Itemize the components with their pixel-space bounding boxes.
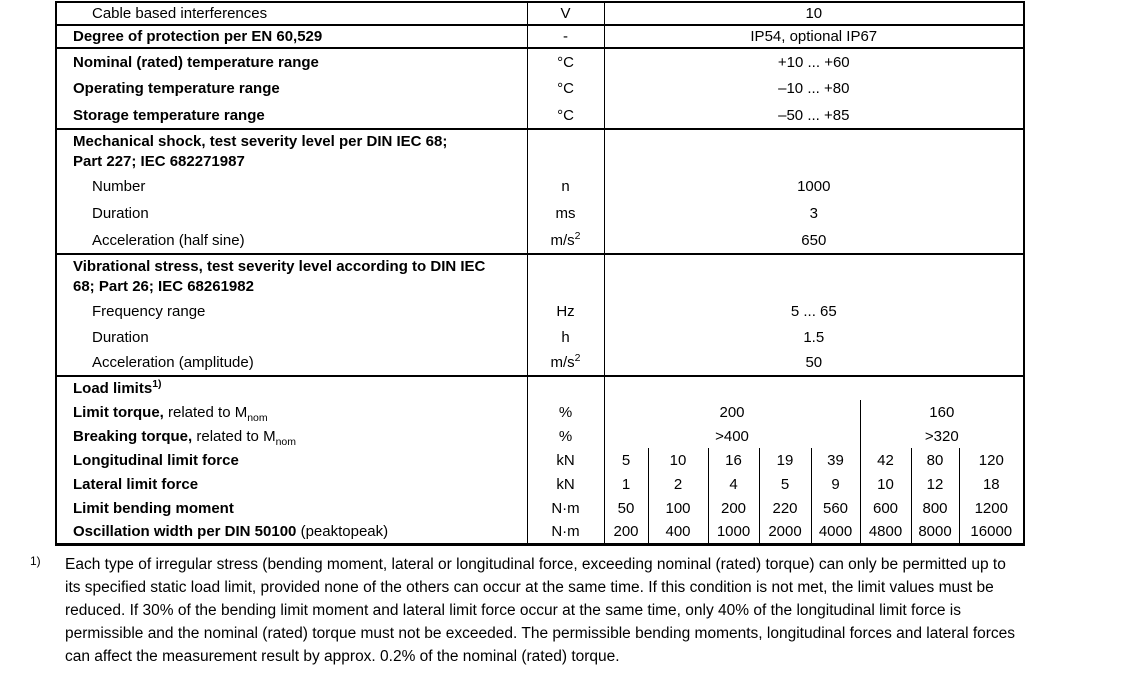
header-line-1: Vibrational stress, test severity level according to DIN IEC (73, 257, 486, 275)
value-cell: 4 (708, 472, 759, 496)
table-row-limit-torque (56, 400, 1024, 424)
value-cell: 800 (911, 496, 959, 520)
value-group-right: 160 (860, 400, 1024, 424)
row-value (604, 254, 1024, 298)
row-value: 5 ... 65 (790, 302, 837, 320)
row-label: Acceleration (amplitude) (92, 354, 254, 371)
value-cell: 560 (811, 496, 860, 520)
row-value (604, 376, 1024, 400)
value-cell: 1200 (959, 496, 1024, 520)
row-unit: kN (527, 448, 604, 472)
value-cell: 100 (648, 496, 708, 520)
footnote-reference: 1) (152, 378, 162, 390)
row-unit: °C (527, 102, 604, 129)
table-row-shock-acceleration (56, 227, 1024, 254)
footnote (30, 553, 1075, 668)
footnote-line: can affect the measurement result by approx. 0.2% of the nominal (rated) torque. (65, 648, 620, 665)
row-unit: h (527, 324, 604, 350)
footnote-marker: 1) (30, 554, 41, 568)
row-label: Number (92, 178, 146, 195)
footnote-text (65, 553, 1075, 668)
footnote-line: permissible and the nominal (rated) torque must not be exceeded. The permissible bending moments, longitudinal forces and lateral forces (65, 625, 1016, 642)
row-unit: N·m (527, 496, 604, 520)
value-cell: 1 (604, 472, 648, 496)
footnote-line: reduced. If 30% of the bending limit moment and lateral limit force occur at the same time, only 40% of the longitudinal limit force is (65, 602, 961, 619)
footnote-line: its specified static load limit, provided none of the others can occur at the same time. If this condition is not met, the limit values must be (65, 579, 994, 596)
value-cell: 80 (911, 448, 959, 472)
row-value: 10 (805, 5, 823, 22)
row-value: 650 (801, 231, 827, 249)
row-label: Degree of protection per EN 60,529 (56, 25, 527, 48)
row-label: Duration (92, 205, 149, 222)
row-unit (527, 129, 604, 173)
table-row-load-limits-header (56, 376, 1024, 400)
value-group-right: >320 (860, 424, 1024, 448)
table-row-cable-interferences (56, 2, 1024, 25)
table-row-mechanical-shock-header (56, 129, 1024, 173)
table-row-breaking-torque (56, 424, 1024, 448)
row-value: 1.5 (803, 328, 825, 346)
row-label: Cable based interferences (92, 5, 268, 22)
row-value: 3 (809, 205, 818, 222)
value-cell: 5 (759, 472, 811, 496)
row-label: Limit bending moment (73, 499, 234, 517)
row-label (56, 129, 527, 173)
row-value: +10 ... +60 (604, 48, 1024, 75)
table-row-nominal-temperature (56, 48, 1024, 75)
value-cell: 120 (959, 448, 1024, 472)
table-row-degree-of-protection (56, 25, 1024, 48)
value-cell: 18 (959, 472, 1024, 496)
row-label: Operating temperature range (73, 80, 280, 97)
table-row-shock-number (56, 173, 1024, 200)
row-unit: % (527, 400, 604, 424)
value-cell: 600 (860, 496, 911, 520)
table-row-frequency-range (56, 298, 1024, 324)
value-cell: 9 (811, 472, 860, 496)
row-unit: N·m (527, 520, 604, 544)
value-cell: 10 (860, 472, 911, 496)
row-unit: Hz (527, 298, 604, 324)
table-row-storage-temperature (56, 102, 1024, 129)
value-cell: 12 (911, 472, 959, 496)
row-value: –50 ... +85 (778, 106, 850, 124)
row-unit: °C (527, 75, 604, 102)
value-cell: 2 (648, 472, 708, 496)
value-cell: 50 (604, 496, 648, 520)
value-cell: 4000 (811, 520, 860, 544)
row-unit (527, 376, 604, 400)
row-label: Lateral limit force (73, 475, 199, 493)
value-cell: 220 (759, 496, 811, 520)
value-cell: 4800 (860, 520, 911, 544)
value-cell: 10 (648, 448, 708, 472)
row-value: 50 (805, 354, 823, 371)
row-label: Frequency range (92, 302, 206, 320)
row-label: Oscillation width per DIN 50100 (peaktopeak) (73, 522, 389, 540)
table-row-lateral-limit-force (56, 472, 1024, 496)
row-label: Longitudinal limit force (73, 451, 239, 469)
value-cell: 16000 (959, 520, 1024, 544)
value-cell: 5 (604, 448, 648, 472)
row-value: IP54, optional IP67 (604, 25, 1024, 48)
value-cell: 200 (708, 496, 759, 520)
table-row-vibration-duration (56, 324, 1024, 350)
row-label (56, 254, 527, 298)
value-group-left: >400 (715, 427, 749, 445)
row-label: Load limits$^{1)}$ (56, 376, 527, 400)
table-row-vibrational-stress-header (56, 254, 1024, 298)
row-unit: V (527, 2, 604, 25)
value-cell: 8000 (911, 520, 959, 544)
table-row-longitudinal-limit-force (56, 448, 1024, 472)
table-row-limit-bending-moment (56, 496, 1024, 520)
row-unit: n (527, 173, 604, 200)
row-unit: - (527, 25, 604, 48)
row-unit: % (527, 424, 604, 448)
row-unit: °C (527, 48, 604, 75)
row-unit: ms (527, 200, 604, 227)
value-cell: 39 (811, 448, 860, 472)
value-cell: 1000 (708, 520, 759, 544)
value-cell: 200 (604, 520, 648, 544)
header-line-1: Mechanical shock, test severity level per DIN IEC 68; (73, 132, 448, 150)
row-unit: $m/s^2$ (527, 227, 604, 254)
spec-table (55, 1, 1025, 546)
value-cell: 19 (759, 448, 811, 472)
value-cell: 16 (708, 448, 759, 472)
table-row-operating-temperature (56, 75, 1024, 102)
row-unit: $m/s^2$ (527, 350, 604, 376)
row-label: Acceleration (half sine) (92, 231, 245, 249)
footnote-line: Each type of irregular stress (bending moment, lateral or longitudinal force, exceeding nominal (rated) torque) can only be permitted up to (65, 556, 1006, 573)
row-value (604, 129, 1024, 173)
value-cell: 400 (648, 520, 708, 544)
value-cell: 2000 (759, 520, 811, 544)
row-label: Storage temperature range (73, 106, 265, 124)
row-unit (527, 254, 604, 298)
table-row-oscillation-width (56, 520, 1024, 544)
header-line-2: 68; Part 26; IEC 68261982 (73, 277, 254, 295)
row-unit: kN (527, 472, 604, 496)
row-label: Limit torque, related to $M_{nom}$ (73, 403, 268, 424)
value-group-left: 200 (719, 403, 745, 421)
row-value: –10 ... +80 (778, 80, 850, 97)
row-value: 1000 (797, 178, 831, 195)
row-label: Breaking torque, related to $M_{nom}$ (73, 427, 296, 448)
row-label: Nominal (rated) temperature range (56, 48, 527, 75)
value-cell: 42 (860, 448, 911, 472)
row-label: Duration (92, 328, 149, 346)
table-row-vibration-acceleration (56, 350, 1024, 376)
table-row-shock-duration (56, 200, 1024, 227)
header-line-2: Part 227; IEC 682271987 (73, 152, 245, 170)
